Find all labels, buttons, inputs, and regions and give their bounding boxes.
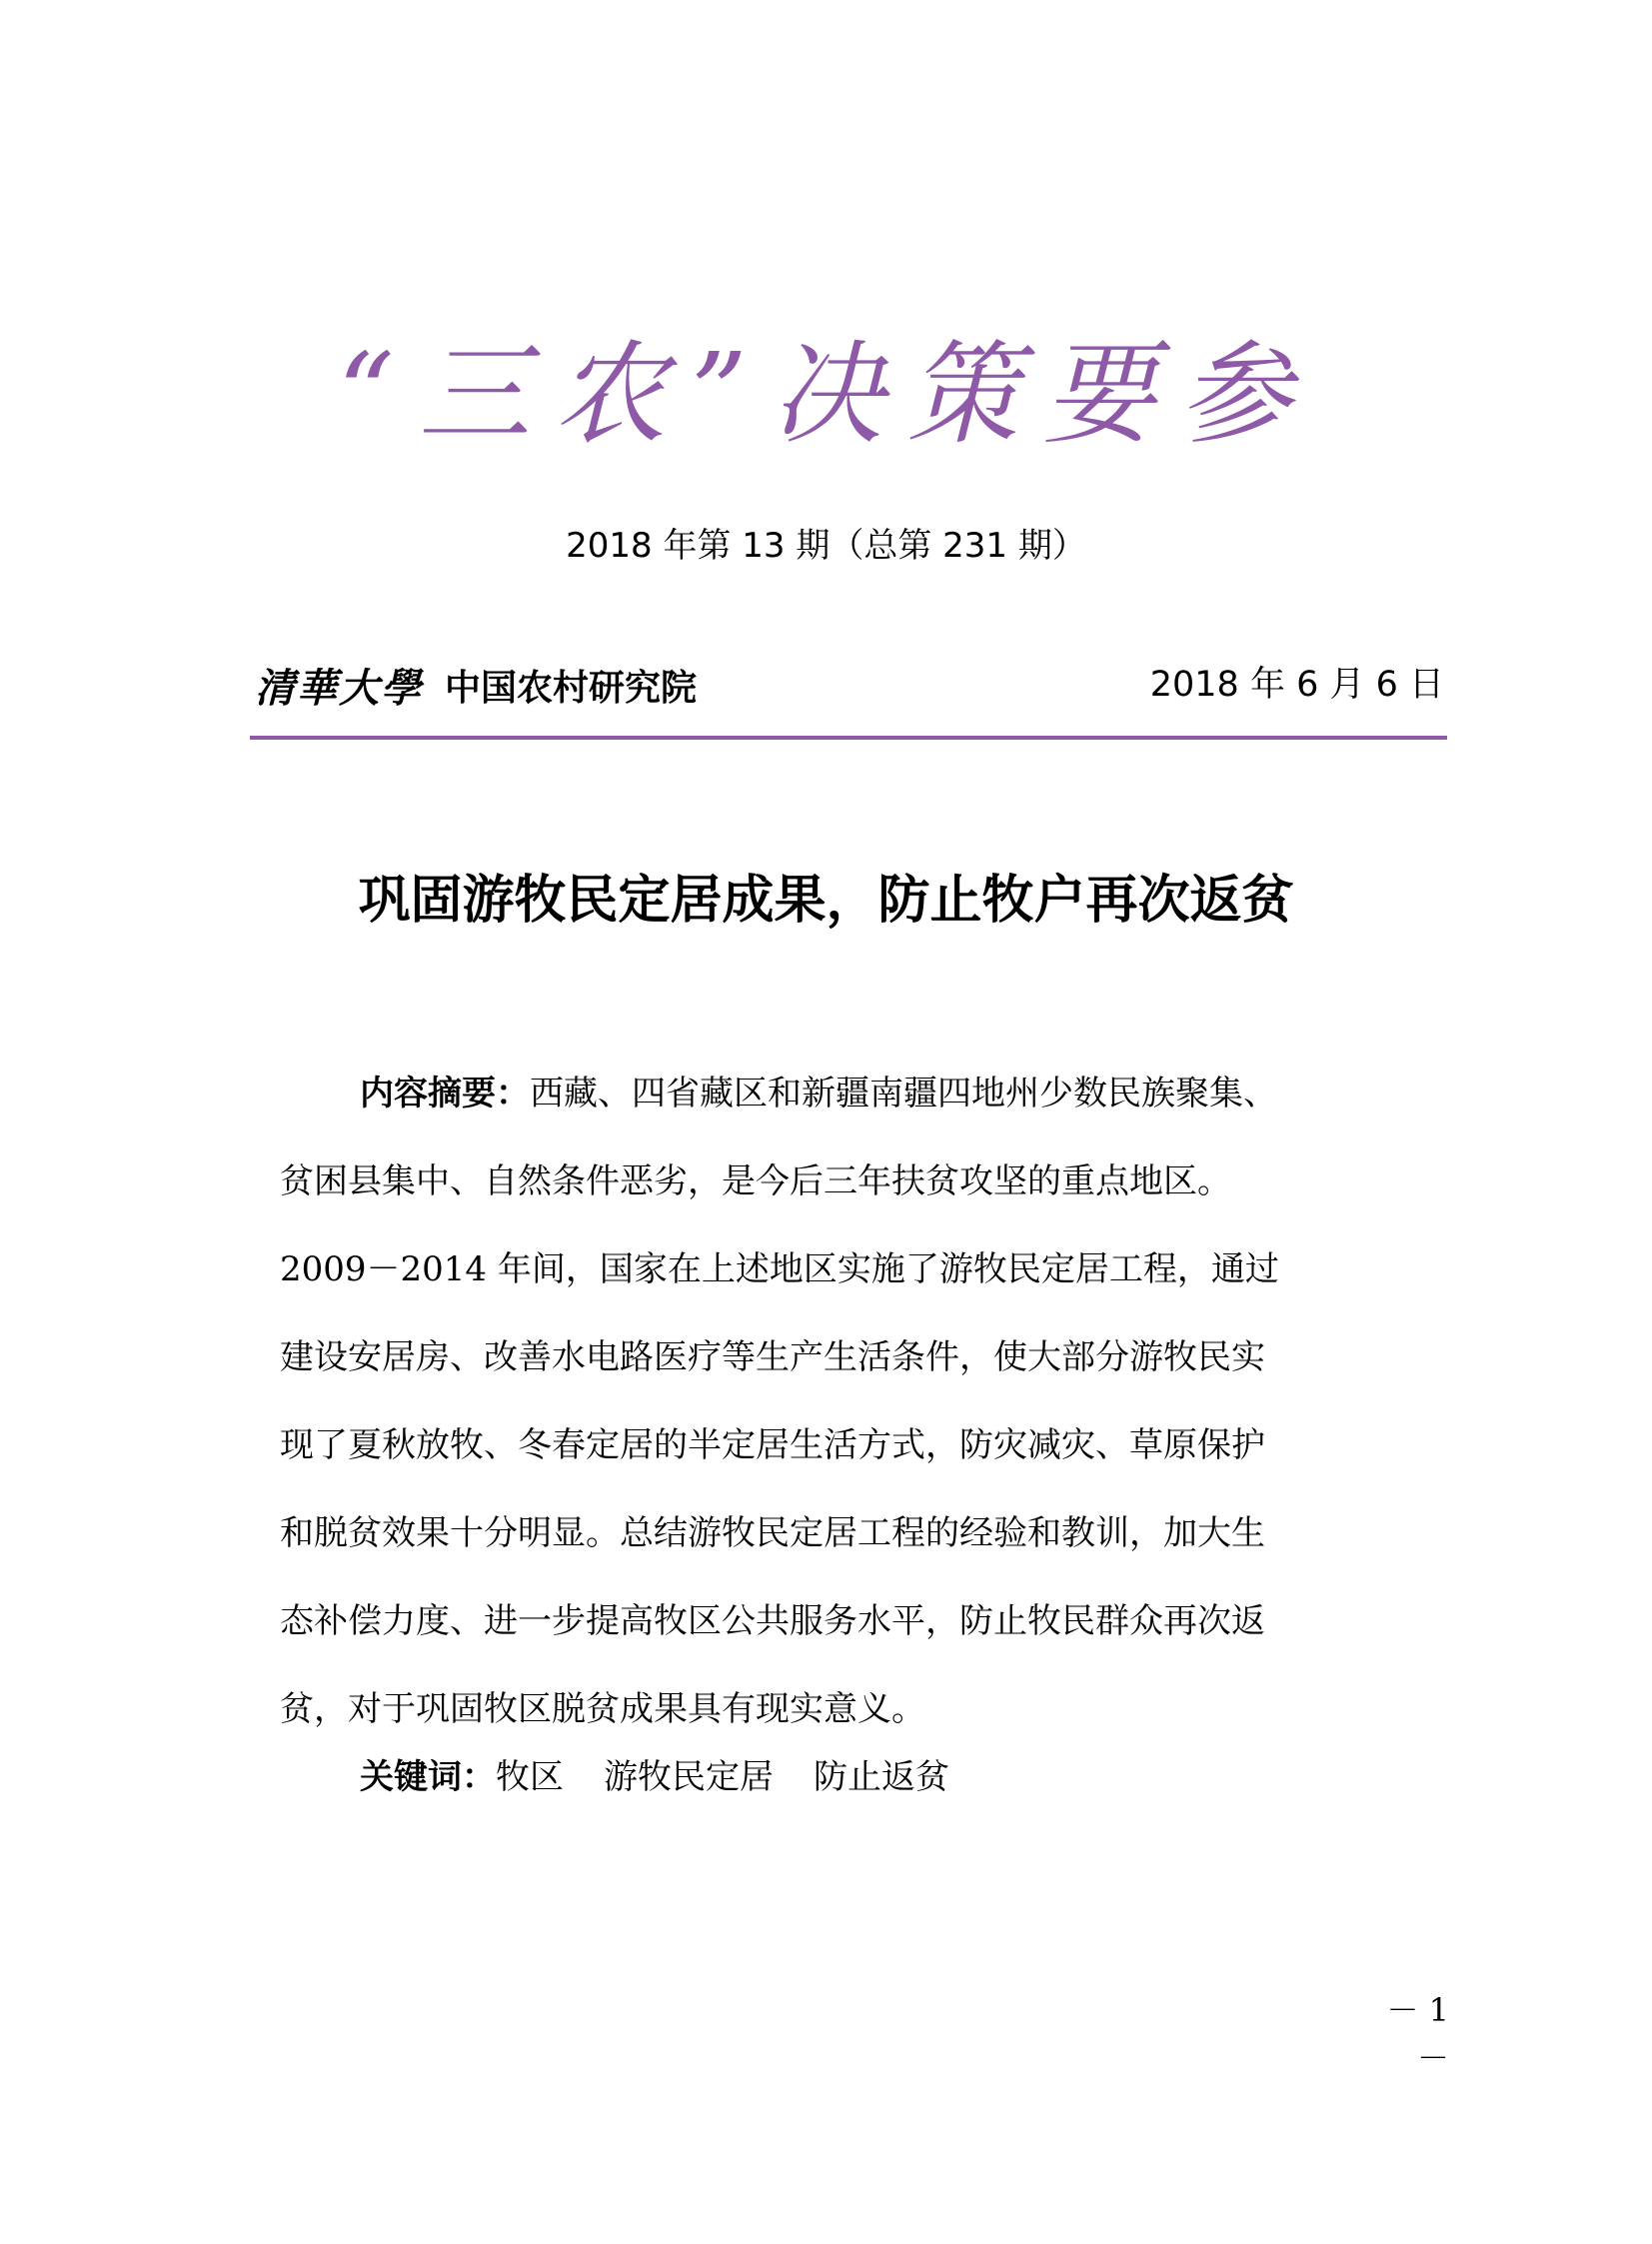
keyword: 牧区 xyxy=(496,1757,564,1797)
publication-date: 2018 年 6 月 6 日 xyxy=(1149,665,1444,705)
institute-name: 中国农村研究院 xyxy=(445,666,698,709)
keyword: 游牧民定居 xyxy=(604,1757,774,1797)
abstract-line: 贫，对于巩固牧区脱贫成果具有现实意义。 xyxy=(280,1689,925,1729)
masthead-title: “三农”决策要参 xyxy=(337,330,1315,460)
abstract-line xyxy=(280,1050,1419,1137)
abstract-text: 西藏、四省藏区和新疆南疆四地州少数民族聚集、 xyxy=(530,1074,1277,1114)
abstract-label: 内容摘要： xyxy=(360,1074,530,1114)
article-title: 巩固游牧民定居成果，防止牧户再次返贫 xyxy=(358,870,1294,931)
abstract-line: 建设安居房、改善水电路医疗等生产生活条件，使大部分游牧民实 xyxy=(280,1337,1265,1377)
keywords-label: 关键词： xyxy=(360,1757,496,1797)
page-number: － 1 － xyxy=(1386,1991,1449,2077)
university-logo: 清華大學 xyxy=(255,664,423,712)
abstract-line: 和脱贫效果十分明显。总结游牧民定居工程的经验和教训，加大生 xyxy=(280,1513,1265,1553)
abstract-line: 2009－2014 年间，国家在上述地区实施了游牧民定居工程，通过 xyxy=(280,1249,1279,1289)
abstract xyxy=(280,1050,1419,1753)
publisher xyxy=(255,657,697,713)
abstract-line: 现了夏秋放牧、冬春定居的半定居生活方式，防灾减灾、草原保护 xyxy=(280,1425,1265,1465)
keyword: 防止返贫 xyxy=(814,1757,949,1797)
keywords xyxy=(360,1749,989,1805)
abstract-line: 态补偿力度、进一步提高牧区公共服务水平，防止牧民群众再次返 xyxy=(280,1601,1265,1641)
abstract-line: 贫困县集中、自然条件恶劣，是今后三年扶贫攻坚的重点地区。 xyxy=(280,1161,1231,1201)
header-divider xyxy=(250,736,1447,740)
issue-number: 2018 年第 13 期（总第 231 期） xyxy=(566,526,1086,566)
